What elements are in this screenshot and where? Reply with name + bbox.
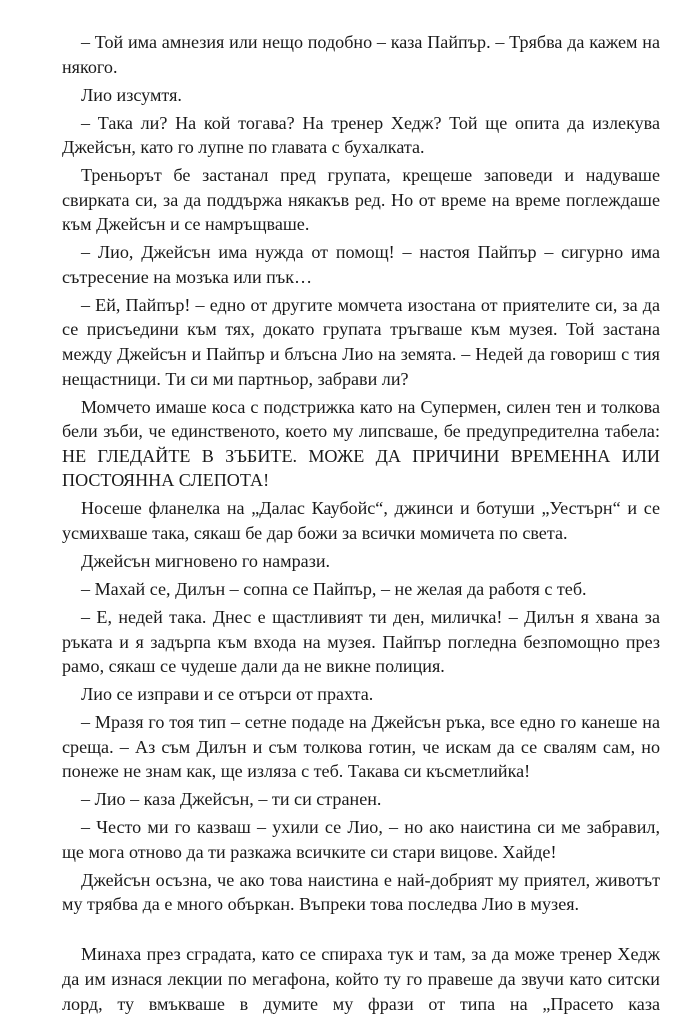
paragraph-14: – Лио – каза Джейсън, – ти си странен.	[81, 789, 382, 810]
paragraph-9: Джейсън мигновено го намрази.	[81, 551, 331, 571]
paragraph-3: – Така ли? На кой тогава? На тренер Хедж? Той ще опита да излекува Джейсън, като го лупне по главата с бухалката.	[62, 112, 660, 158]
section-break	[62, 920, 660, 942]
paragraph-13: – Мразя го тоя тип – сетне подаде на Джейсън ръка, все едно го канеше на среща. – Аз съм Дилън и съм толкова готин, че искам да се свалям сам, но понеже не знам как, ще изляза с теб. Такава си късметлийка!	[62, 712, 660, 782]
paragraph-12: Лио се изправи и се отърси от прахта.	[81, 684, 374, 705]
paragraph-6: – Ей, Пайпър! – едно от другите момчета изостана от приятелите си, за да се присъедини към тях, докато групата тръгваше към музея. Той застана между Джейсън и Пайпър и блъсна Лио на земята. – Недей да говориш с тия нещастници. Ти си ми партньор, забрави ли?	[62, 294, 660, 389]
paragraph-8: Носеше фланелка на „Далас Каубойс“, джинси и ботуши „Уестърн“ и се усмихваше така, сякаш бе дар божи за всички момичета по света.	[62, 498, 660, 544]
paragraph-5: – Лио, Джейсън има нужда от помощ! – настоя Пайпър – сигурно има сътресение на мозъка или пък…	[62, 242, 660, 287]
paragraph-10: – Махай се, Дилън – сопна се Пайпър, – не желая да работя с теб.	[81, 578, 587, 599]
paragraph-11: – Е, недей така. Днес е щастливият ти ден, миличка! – Дилън я хвана за ръката и я задърпа към входа на музея. Пайпър погледна безпомощно през рамо, сякаш се чудеше дали да не викне полиция.	[62, 606, 660, 677]
paragraph-16: Джейсън осъзна, че ако това наистина е най-добрият му приятел, животът му трябва да е много объркан. Въпреки това последва Лио в музея.	[62, 869, 660, 915]
paragraph-7: Момчето имаше коса с подстрижка като на Супермен, силен тен и толкова бели зъби, че единственото, което му липсваше, бе предупредителна табела: НЕ ГЛЕДАЙТЕ В ЗЪБИТЕ. МОЖЕ ДА ПРИЧИНИ ВРЕМЕННА ИЛИ ПОСТОЯННА СЛЕПОТА!	[62, 396, 660, 491]
paragraph-17: Минаха през сградата, като се спираха тук и там, за да може тренер Хедж да им изнася лекции по мегафона, който ту го правеше да звучи като ситски лорд, ту вмъкваше в думите му фрази от типа на „Прасето каза	[62, 944, 660, 1014]
paragraph-1: – Той има амнезия или нещо подобно – каза Пайпър. – Трябва да кажем на някого.	[62, 32, 660, 77]
paragraph-4: Треньорът бе застанал пред групата, крещеше заповеди и надуваше свирката си, за да поддържа някакъв ред. Но от време на време поглеждаше към Джейсън и се намръщваше.	[62, 165, 660, 235]
text-section-2	[62, 942, 660, 1016]
paragraph-2: Лио изсумтя.	[81, 84, 182, 105]
text-section-1	[62, 30, 660, 917]
paragraph-15: – Често ми го казваш – ухили се Лио, – но ако наистина си ме забравил, ще мога отново да ти разкажа всичките си стари вицове. Хайде!	[62, 817, 660, 862]
